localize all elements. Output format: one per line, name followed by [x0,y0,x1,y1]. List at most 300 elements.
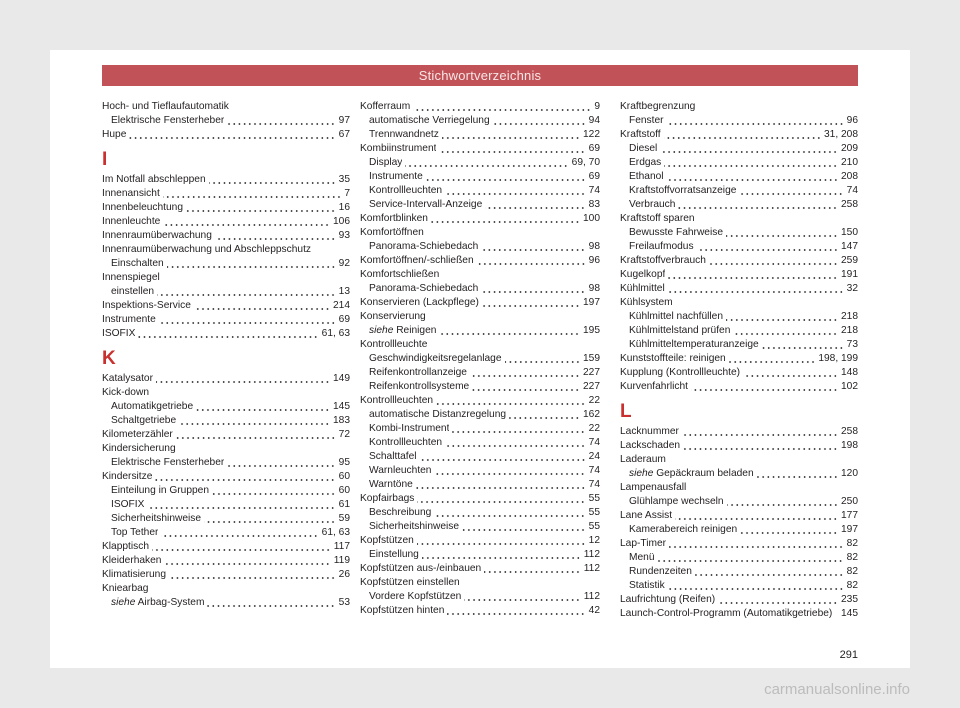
entry-label: Ethanol [629,171,664,182]
index-subentry [620,579,858,593]
dot-leader [718,593,838,607]
index-entry [102,582,350,596]
entry-label: Komfortöffnen [360,227,424,238]
entry-label: Innenraumüberwachung [102,230,212,241]
index-entry [102,299,350,313]
dot-leader [227,456,335,470]
entry-page-ref: 235 [841,594,858,605]
entry-label: Warnleuchten [369,465,432,476]
entry-label: Instrumente [369,171,423,182]
entry-page-ref: 150 [841,227,858,238]
entry-label: Panorama-Schiebedach [369,241,479,252]
index-entry [620,439,858,453]
entry-page-ref: 197 [583,297,600,308]
entry-label: Sicherheitshinweise [111,513,202,524]
dot-leader [196,400,330,414]
dot-leader [667,170,838,184]
entry-page-ref: 82 [846,538,858,549]
entry-page-ref: 98 [588,283,600,294]
index-subentry [620,565,858,579]
index-subentry [620,551,858,565]
dot-leader [664,156,838,170]
entry-page-ref: 95 [338,457,350,468]
index-subentry [102,484,350,498]
dot-leader [668,268,838,282]
index-entry [620,254,858,268]
entry-label: Kontrollleuchten [369,185,443,196]
entry-label: Kraftstoffverbrauch [620,255,706,266]
entry-page-ref: 259 [841,255,858,266]
see-reference: siehe [111,597,136,608]
entry-label: Innenleuchte [102,216,161,227]
dot-leader [477,254,586,268]
index-subentry [620,310,858,324]
index-subentry [620,142,858,156]
index-entry [360,492,600,506]
dot-leader [416,478,586,492]
entry-label: Lane Assist [620,510,673,521]
index-entry [102,386,350,400]
index-subentry [620,467,858,481]
entry-label: Schaltgetriebe [111,415,177,426]
index-subentry [360,240,600,254]
dot-leader [743,366,838,380]
entry-label: Kühlmittelstand prüfen [629,325,731,336]
entry-page-ref: 24 [588,451,600,462]
dot-leader [464,590,580,604]
index-entry [620,100,858,114]
dot-leader [176,428,336,442]
entry-label: Komfortöffnen/-schließen [360,255,474,266]
dot-leader [726,310,838,324]
entry-page-ref: 61, 63 [321,328,350,339]
dot-leader [152,540,331,554]
entry-label: Vordere Kopfstützen [369,591,462,602]
dot-leader [157,285,336,299]
entry-page-ref: 61, 63 [321,527,350,538]
index-subentry [620,523,858,537]
dot-leader [664,128,821,142]
entry-page-ref: 102 [841,381,858,392]
index-column-3 [620,100,858,621]
dot-leader [462,520,586,534]
index-subentry [360,422,600,436]
entry-page-ref: 69 [588,143,600,154]
index-subentry [620,338,858,352]
dot-leader [452,422,585,436]
dot-leader [442,128,580,142]
entry-page-ref: 120 [841,468,858,479]
dot-leader [835,607,838,621]
entry-text: Reinigen [396,325,437,336]
index-subentry [360,324,600,338]
index-subentry [360,282,600,296]
dot-leader [215,229,336,243]
dot-leader [729,352,816,366]
entry-label: Kühlmitteltemperaturanzeige [629,339,759,350]
entry-label: Launch-Control-Programm (Automatikgetriebe) [620,608,833,619]
entry-page-ref: 250 [841,496,858,507]
index-subentry [102,400,350,414]
dot-leader [657,551,843,565]
entry-label: Elektrische Fensterheber [111,457,225,468]
page-header [102,65,858,86]
entry-label: Kraftstoffvorratsanzeige [629,185,737,196]
dot-leader [169,568,336,582]
dot-leader [129,128,335,142]
entry-label: Kilometerzähler [102,429,173,440]
dot-leader [726,226,838,240]
entry-label: Innenraumüberwachung und Abschleppschutz [102,244,311,255]
entry-label: Trennwandnetz [369,129,439,140]
entry-label: Kombi-Instrument [369,423,450,434]
entry-page-ref: 97 [338,115,350,126]
entry-page-ref: 22 [588,395,600,406]
index-entry [102,313,350,327]
entry-page-ref: 96 [846,115,858,126]
index-entry [620,352,858,366]
dot-leader [155,470,335,484]
entry-label: Innenbeleuchtung [102,202,184,213]
index-subentry [102,414,350,428]
entry-label: Kopfstützen hinten [360,605,445,616]
index-entry [102,327,350,341]
entry-page-ref: 69 [588,171,600,182]
index-entry [102,271,350,285]
entry-label: Einstellung [369,549,419,560]
entry-label: Bewusste Fahrweise [629,227,723,238]
see-reference: siehe [369,325,394,336]
entry-page-ref: 112 [583,563,600,574]
entry-label: Warntöne [369,479,413,490]
index-column-2 [360,100,600,618]
entry-label: Kontrollleuchten [360,395,434,406]
entry-label: Innenansicht [102,188,160,199]
entry-label: Laufrichtung (Reifen) [620,594,716,605]
entry-label: Kopfstützen einstellen [360,577,460,588]
dot-leader [733,324,838,338]
index-entry [620,453,858,467]
entry-label: Display [369,157,403,168]
entry-page-ref: 16 [338,202,350,213]
entry-label: Komfortblinken [360,213,428,224]
entry-page-ref: 9 [594,101,600,112]
entry-page-ref: 195 [583,325,600,336]
dot-leader [405,156,568,170]
index-entry [360,394,600,408]
index-subentry [102,114,350,128]
dot-leader [179,414,330,428]
entry-label: Konservierung [360,311,426,322]
page-number: 291 [839,649,858,661]
dot-leader [484,562,581,576]
entry-page-ref: 55 [588,493,600,504]
index-entry [620,366,858,380]
index-subentry [360,184,600,198]
entry-label: Instrumente [102,314,156,325]
dot-leader [678,198,838,212]
entry-page-ref: 22 [588,423,600,434]
entry-label: Kurvenfahrlicht [620,381,688,392]
entry-page-ref: 82 [846,552,858,563]
entry-page-ref: 12 [588,535,600,546]
entry-label: Kniearbag [102,583,149,594]
dot-leader [493,114,586,128]
dot-leader [682,425,838,439]
entry-page-ref: 69 [338,314,350,325]
index-entry [102,428,350,442]
dot-leader [709,254,838,268]
dot-leader [194,299,330,313]
index-entry [102,229,350,243]
entry-label: Freilaufmodus [629,241,694,252]
entry-label: Diesel [629,143,658,154]
entry-page-ref: 198, 199 [818,353,858,364]
entry-label: Fenster [629,115,664,126]
dot-leader [434,506,585,520]
entry-label: Kraftbegrenzung [620,101,696,112]
index-entry [360,310,600,324]
index-entry [620,537,858,551]
dot-leader [209,173,336,187]
index-subentry [360,198,600,212]
index-subentry [360,450,600,464]
index-subentry [102,257,350,271]
index-subentry [102,526,350,540]
index-subentry [360,128,600,142]
index-entry [102,173,350,187]
index-subentry [360,408,600,422]
index-subentry [360,506,600,520]
entry-label: ISOFIX [111,499,145,510]
entry-label: einstellen [111,286,155,297]
dot-leader [668,579,844,593]
entry-label: Verbrauch [629,199,676,210]
entry-label: Kontrollleuchten [369,437,443,448]
index-subentry [360,548,600,562]
index-entry [620,509,858,523]
entry-label: Menü [629,552,655,563]
index-entry [102,128,350,142]
entry-page-ref: 32 [846,283,858,294]
dot-leader [669,537,844,551]
index-entry [360,100,600,114]
entry-page-ref: 177 [841,510,858,521]
entry-label: Klapptisch [102,541,150,552]
entry-label: Kamerabereich reinigen [629,524,738,535]
entry-page-ref: 117 [333,541,350,552]
index-entry [102,372,350,386]
dot-leader [667,114,844,128]
entry-page-ref: 13 [338,286,350,297]
entry-label: Panorama-Schiebedach [369,283,479,294]
dot-leader [434,464,585,478]
index-entry [620,380,858,394]
entry-label: Service-Intervall-Anzeige [369,199,483,210]
entry-page-ref: 258 [841,199,858,210]
entry-page-ref: 82 [846,566,858,577]
dot-leader [691,380,838,394]
dot-leader [481,240,585,254]
entry-page-ref: 162 [583,409,600,420]
index-entry [360,254,600,268]
dot-leader [509,408,580,422]
dot-leader [159,313,336,327]
entry-label: Kopfstützen aus-/einbauen [360,563,482,574]
entry-page-ref: 74 [588,437,600,448]
entry-label [629,467,754,481]
entry-page-ref: 74 [588,479,600,490]
entry-label: Reifenkontrollsysteme [369,381,470,392]
index-entry [360,562,600,576]
dot-leader [207,596,335,610]
entry-label: Im Notfall abschleppen [102,174,206,185]
index-entry [360,142,600,156]
entry-label: Reifenkontrollanzeige [369,367,467,378]
entry-label: Kühlmittel [620,283,665,294]
index-entry [620,128,858,142]
entry-label: Sicherheitshinweise [369,521,460,532]
entry-label: Beschreibung [369,507,432,518]
dot-leader [420,450,586,464]
entry-label: Kupplung (Kontrollleuchte) [620,367,741,378]
dot-leader [186,201,336,215]
dot-leader [212,484,336,498]
dot-leader [439,142,585,156]
index-subentry [102,498,350,512]
entry-page-ref: 227 [583,367,600,378]
entry-label: Laderaum [620,454,666,465]
entry-label: Schalttafel [369,451,417,462]
index-subentry [620,184,858,198]
entry-page-ref: 96 [588,255,600,266]
dot-leader [697,240,838,254]
entry-label: Komfortschließen [360,269,440,280]
entry-page-ref: 148 [841,367,858,378]
index-entry [360,268,600,282]
entry-page-ref: 55 [588,507,600,518]
entry-label: Kleiderhaken [102,555,162,566]
entry-page-ref: 53 [338,597,350,608]
entry-page-ref: 122 [583,129,600,140]
entry-page-ref: 60 [338,471,350,482]
entry-page-ref: 198 [841,440,858,451]
entry-label: Kühlsystem [620,297,673,308]
dot-leader [426,170,586,184]
index-entry [102,568,350,582]
dot-leader [485,198,585,212]
dot-leader [156,372,330,386]
entry-page-ref: 218 [841,311,858,322]
dot-leader [505,352,580,366]
entry-page-ref: 67 [338,129,350,140]
index-entry [360,534,600,548]
watermark: carmanualsonline.info [764,681,910,698]
entry-page-ref: 94 [588,115,600,126]
entry-text: Airbag-System [137,597,205,608]
index-entry [360,604,600,618]
dot-leader [660,142,838,156]
entry-label: Elektrische Fensterheber [111,115,225,126]
index-column-1 [102,100,350,610]
entry-page-ref: 183 [333,415,350,426]
entry-label: Innenspiegel [102,272,160,283]
entry-label: Kindersicherung [102,443,176,454]
index-entry [360,212,600,226]
index-subentry [360,436,600,450]
entry-page-ref: 82 [846,580,858,591]
index-subentry [620,324,858,338]
entry-label: Kontrollleuchte [360,339,428,350]
index-subentry [360,170,600,184]
entry-page-ref: 98 [588,241,600,252]
dot-leader [472,380,580,394]
index-letter-heading: I [102,149,108,170]
dot-leader [668,282,844,296]
entry-text: Gepäckraum beladen [656,468,754,479]
entry-page-ref: 93 [338,230,350,241]
entry-page-ref: 74 [588,185,600,196]
entry-page-ref: 147 [841,241,858,252]
entry-label: Kick-down [102,387,149,398]
entry-page-ref: 119 [333,555,350,566]
entry-label: Lampenausfall [620,482,687,493]
entry-label: Inspektions-Service [102,300,191,311]
entry-page-ref: 149 [333,373,350,384]
entry-page-ref: 112 [583,591,600,602]
index-subentry [360,464,600,478]
index-entry [102,215,350,229]
entry-page-ref: 59 [338,513,350,524]
dot-leader [417,534,586,548]
entry-label: Lacknummer [620,426,679,437]
entry-label: Kopfairbags [360,493,415,504]
dot-leader [470,366,580,380]
index-entry [102,554,350,568]
entry-page-ref: 218 [841,325,858,336]
dot-leader [683,439,838,453]
entry-page-ref: 208 [841,171,858,182]
index-entry [620,268,858,282]
dot-leader [695,565,844,579]
entry-label [111,596,204,610]
index-entry [102,442,350,456]
entry-label: Erdgas [629,157,662,168]
entry-page-ref: 26 [338,569,350,580]
index-letter-heading: K [102,348,116,369]
dot-leader [422,548,581,562]
entry-label: Katalysator [102,373,153,384]
index-subentry [102,596,350,610]
index-subentry [620,240,858,254]
entry-label: Kombiinstrument [360,143,437,154]
entry-page-ref: 74 [588,465,600,476]
entry-label: Kraftstoff sparen [620,213,695,224]
dot-leader [757,467,838,481]
dot-leader [727,495,838,509]
entry-page-ref: 191 [841,269,858,280]
index-entry [620,212,858,226]
dot-leader [482,296,580,310]
entry-page-ref: 214 [333,300,350,311]
index-subentry [360,352,600,366]
dot-leader [164,554,330,568]
entry-page-ref: 42 [588,605,600,616]
entry-label: Kraftstoff [620,129,661,140]
entry-label: Kofferraum [360,101,411,112]
dot-leader [436,394,586,408]
entry-page-ref: 83 [588,199,600,210]
